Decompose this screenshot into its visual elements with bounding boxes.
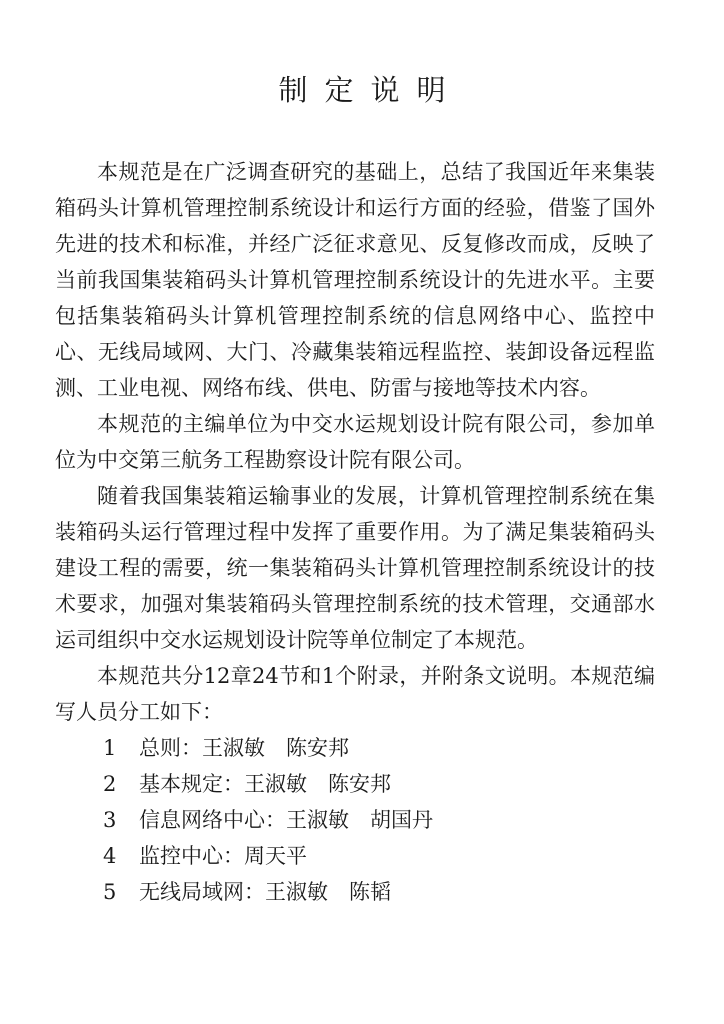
item-text: 基本规定：王淑敏 陈安邦 [139,772,391,796]
list-item [55,766,655,802]
document-body [55,154,655,910]
list-item [55,802,655,838]
item-text: 监控中心：周天平 [139,844,307,868]
list-item [55,838,655,874]
item-text: 信息网络中心：王淑敏 胡国丹 [139,808,433,832]
intro-paragraph: 本规范是在广泛调查研究的基础上，总结了我国近年来集装箱码头计算机管理控制系统设计和运行方面的经验，借鉴了国外先进的技术和标准，并经广泛征求意见、反复修改而成，反映了当前我国集装箱码头计算机管理控制系统设计的先进水平。主要包括集装箱码头计算机管理控制系统的信息网络中心、监控中心、无线局域网、大门、冷藏集装箱远程监控、装卸设备远程监测、工业电视、网络布线、供电、防雷与接地等技术内容。 [55,160,655,400]
item-number: 4 [103,844,117,868]
item-text: 总则：王淑敏 陈安邦 [139,736,349,760]
background-paragraph: 随着我国集装箱运输事业的发展，计算机管理控制系统在集装箱码头运行管理过程中发挥了重要作用。为了满足集装箱码头建设工程的需要，统一集装箱码头计算机管理控制系统设计的技术要求，加强对集装箱码头管理控制系统的技术管理，交通部水运司组织中交水运规划设计院等单位制定了本规范。 [55,484,655,652]
item-number: 2 [103,772,117,796]
structure-paragraph: 本规范共分12章24节和1个附录，并附条文说明。本规范编写人员分工如下： [55,664,655,724]
list-item [55,730,655,766]
list-item [55,874,655,910]
page-title: 制定说明 [278,73,463,107]
item-number: 3 [103,808,117,832]
author-assignment-list [55,730,655,910]
item-number: 5 [103,880,117,904]
item-text: 无线局域网：王淑敏 陈韬 [139,880,391,904]
editor-units-paragraph: 本规范的主编单位为中交水运规划设计院有限公司，参加单位为中交第三航务工程勘察设计院有限公司。 [55,412,655,472]
item-number: 1 [103,736,117,760]
